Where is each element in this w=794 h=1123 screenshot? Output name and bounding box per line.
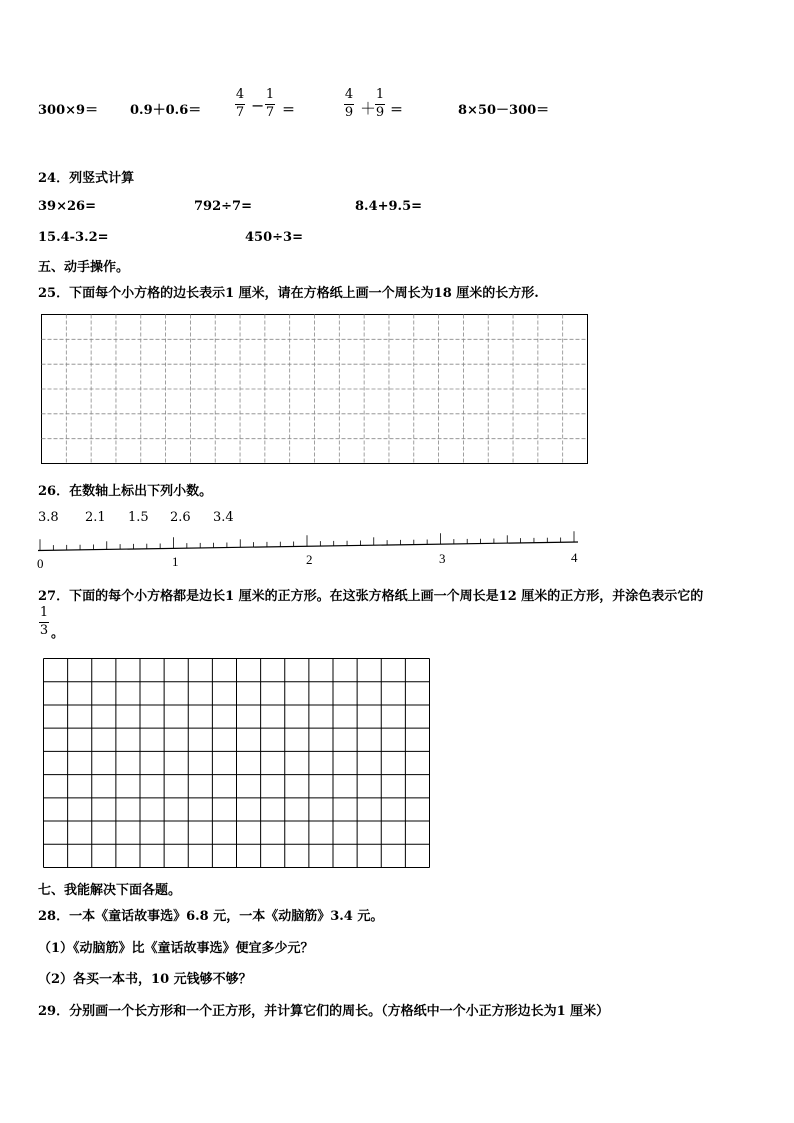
grid-paper-q27[interactable] [43, 658, 431, 869]
axis-label-2: 2 [306, 552, 313, 567]
question-28-sub2: （2）各买一本书，10 元钱够不够？ [38, 972, 252, 987]
question-27-tail: 。 [51, 626, 65, 641]
question-24-title: 24．列竖式计算 [38, 171, 135, 186]
question-29-text: 29．分别画一个长方形和一个正方形，并计算它们的周长。（方格纸中一个小正方形边长为1 厘米） [38, 1004, 610, 1019]
question-28-sub1: （1）《动脑筋》比《童话故事选》便宜多少元？ [38, 941, 314, 956]
numerator: 1 [39, 605, 49, 620]
question-28-text: 28．一本《童话故事选》6.8 元，一本《动脑筋》3.4 元。 [38, 909, 384, 924]
question-27-text: 27．下面的每个小方格都是边长1 厘米的正方形。在这张方格纸上画一个周长是12 厘米的正方形，并涂色表示它的 [38, 589, 704, 604]
decimal-item: 3.8 [38, 510, 59, 525]
minus-sign: − [251, 96, 265, 115]
axis-label-4: 4 [571, 550, 578, 565]
decimal-item: 3.4 [213, 510, 234, 525]
vertical-calc-item: 39×26= [38, 199, 96, 214]
question-26-text: 26．在数轴上标出下列小数。 [38, 484, 213, 499]
decimal-item: 2.1 [85, 510, 106, 525]
vertical-calc-item: 8.4+9.5= [355, 199, 423, 214]
denominator: 7 [235, 105, 245, 120]
equals-sign: ＝ [390, 103, 404, 118]
axis-label-3: 3 [439, 551, 446, 566]
numerator: 1 [375, 87, 385, 102]
axis-label-0: 0 [37, 556, 44, 571]
plus-sign: ＋ [360, 99, 377, 118]
numerator: 1 [265, 87, 275, 102]
question-25-text: 25．下面每个小方格的边长表示1 厘米，请在方格纸上画一个周长为18 厘米的长方形. [38, 286, 539, 301]
vertical-calc-item: 15.4-3.2= [38, 230, 109, 245]
denominator: 9 [375, 105, 385, 120]
fraction-1-9 [375, 88, 385, 120]
number-line-axis [38, 542, 578, 551]
expr-300x9: 300×9＝ [38, 103, 99, 118]
fraction-1-3 [39, 606, 49, 638]
fraction-4-9 [344, 88, 354, 120]
fraction-1-7 [265, 88, 275, 120]
denominator: 3 [39, 623, 49, 638]
numerator: 4 [344, 87, 354, 102]
section-7-heading: 七、我能解决下面各题。 [38, 883, 182, 898]
number-line[interactable] [38, 536, 583, 572]
expr-0.9+0.6: 0.9＋0.6＝ [130, 103, 202, 118]
section-5-heading: 五、动手操作。 [38, 260, 130, 275]
vertical-calc-item: 792÷7= [194, 199, 252, 214]
fraction-4-7 [235, 88, 245, 120]
decimal-item: 1.5 [128, 510, 149, 525]
expr-8x50-300: 8×50－300＝ [458, 103, 550, 118]
denominator: 9 [344, 105, 354, 120]
grid-paper-q25[interactable] [41, 314, 589, 464]
vertical-calc-item: 450÷3= [245, 230, 303, 245]
denominator: 7 [265, 105, 275, 120]
numerator: 4 [235, 87, 245, 102]
axis-label-1: 1 [172, 554, 179, 569]
decimal-item: 2.6 [170, 510, 191, 525]
equals-sign: ＝ [282, 103, 296, 118]
